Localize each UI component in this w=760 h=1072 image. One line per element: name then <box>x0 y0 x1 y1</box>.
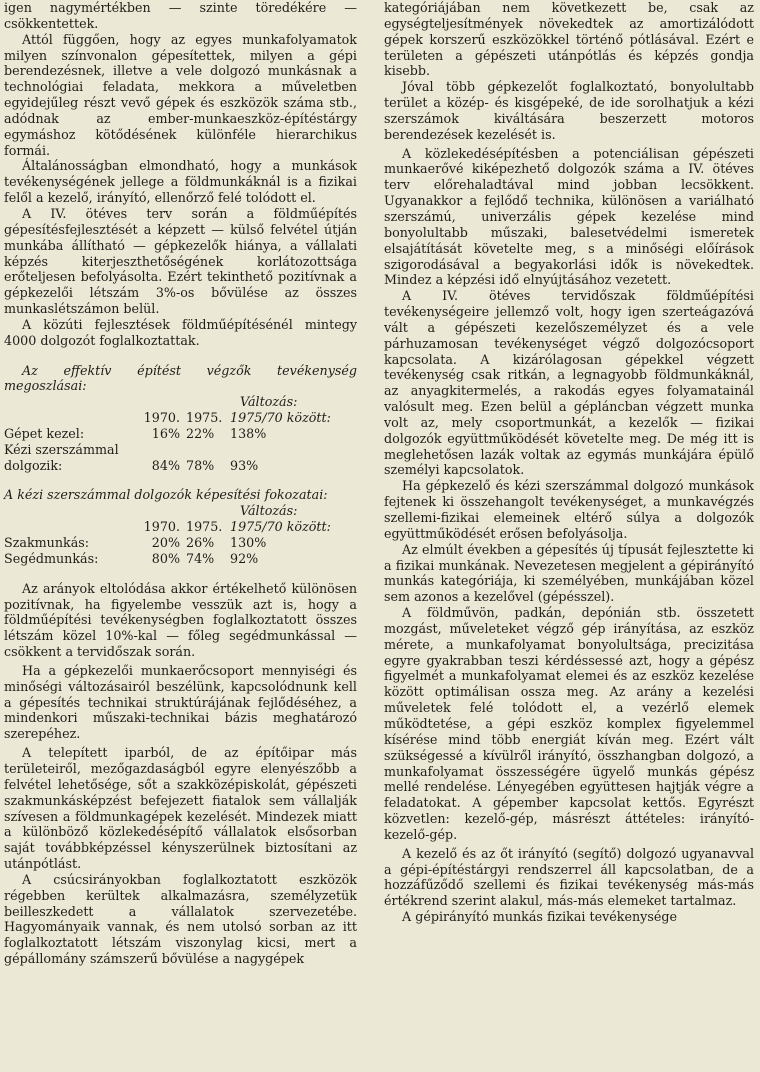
cell-value: 16% <box>151 425 180 441</box>
table-header-row <box>4 410 357 426</box>
table-header-change: Változás: <box>240 394 298 410</box>
stats-table-qualification <box>4 519 357 567</box>
cell-value: 26% <box>186 535 215 550</box>
paragraph: Jóval több gépkezelőt foglalkoztató, bonyolultabb terület a közép- és kisgépeké, de ide sorolhatjuk a kézi szerszámok kiváltására beszerzett motoros berendezések kezelését is. <box>384 79 754 142</box>
paragraph: A IV. ötéves tervidőszak földműépítési tevékenységeire jellemző volt, hogy igen szerteágazóvá vált a gépészeti kezelőszemélyzet és a vele párhuzamosan tevékenységet végző dolgozócsoport kapcsolata. A kizárólagosan gépekkel végzett tevékenység csak ritkán, a legnagyobb földmunkáknál, az anyagkitermelés, a rakodás egyes folyamatainál valósult meg. Ezen belül a gépláncban végzett munka volt az, mely csoportmunkát, a kezelők — fizikai dolgozók együttműködését követelte meg. De még itt is meglehetősen lazák voltak az egymás munkájára épülő személyi kapcsolatok. <box>384 288 754 478</box>
cell-value: 80% <box>151 550 180 566</box>
table-row <box>4 442 357 474</box>
paragraph: Az elmúlt években a gépesítés új típusát fejlesztette ki a fizikai munkának. Nevezetesen megjelent a gépirányító munkás kategóriája, ki személyében, munkájában közel sem azonos a kezelővel (gépésszel). <box>384 541 754 605</box>
cell-value: 20% <box>151 535 180 550</box>
stats-table-activity <box>4 410 357 473</box>
table-caption: Az effektív építést végzők tevékenység megoszlásai: <box>4 362 357 394</box>
col-header-1975: 1975. <box>186 410 223 426</box>
cell-value: 138% <box>230 425 267 441</box>
cell-value: 92% <box>230 550 259 566</box>
paragraph: Általánosságban elmondható, hogy a munkások tevékenységének jellege a földmunkáknál is a fizikai felől a kezelő, irányító, ellenőrző felé tolódott el. <box>4 158 357 206</box>
cell-value: 22% <box>186 425 215 441</box>
paragraph: A közúti fejlesztések földműépítésénél mintegy 4000 dolgozót foglalkoztattak. <box>4 316 357 348</box>
table-row <box>4 551 357 567</box>
paragraph: Ha a gépkezelői munkaerőcsoport mennyiségi és minőségi változásairól beszélünk, kapcsolódnunk kell a gépesítés technikai struktúrájának fejlődéséhez, a mindenkori műszaki-technikai bázis meghatározó szerepéhez. <box>4 662 357 742</box>
paragraph: igen nagymértékben — szinte töredékére — csökkentettek. <box>4 0 357 31</box>
paragraph: Attól függően, hogy az egyes munkafolyamatok milyen színvonalon gépesítettek, milyen a gépi berendezésnek, illetve a vele dolgozó munkásnak a technológiai feladata, mekkora a műveletben egyidejűleg részt vevő gépek és eszközök száma stb., adódnak az ember-munkaeszköz-építéstárgy egymáshoz kötődésének különféle hierarchikus formái. <box>4 31 357 158</box>
table-header-change: Változás: <box>240 503 298 519</box>
col-header-1975: 1975. <box>186 519 223 535</box>
paragraph: A IV. ötéves terv során a földműépítés gépesítésfejlesztését a képzett — külső felvétel útján munkába állítható — gépkezelők hiánya, a vállalati képzés kiterjeszthetőségének korlátozottsága erőteljesen befolyásolta. Ezért tekinthető pozitívnak a gépkezelői létszám 3%-os bővülése az összes munkaslétszámon belül. <box>4 205 357 317</box>
cell-value: 130% <box>230 535 267 550</box>
table-header-row <box>4 519 357 535</box>
paragraph: A kezelő és az őt irányító (segítő) dolgozó ugyanavval a gépi-építéstárgyi rendszerrel áll kapcsolatban, de a hozzáfűződő szellemi és fizikai tevékenység más-más értékrend szerint alakul, más-más elemeket tartalmaz. <box>384 845 754 909</box>
table-caption: A kézi szerszámmal dolgozók képesítési fokozatai: <box>4 487 328 503</box>
paragraph: A közlekedésépítésben a potenciálisan gépészeti munkaerővé kiképezhető dolgozók száma a IV. ötéves terv előrehaladtával mind jobban lecsökkent. Ugyanakkor a fejlődő technika, különösen a variálható szerszámú, univerzális gépek kezelése mind bonyolultabb műszaki, balesetvédelmi ismeretek elsajátítását követelte meg, s a minőségi előírások szigorodásával a begyakorlási idők is növekedtek. Mindez a képzési idő elnyújtásához vezetett. <box>384 145 754 288</box>
paragraph: A földművön, padkán, depónián stb. összetett mozgást, műveleteket végző gép irányítása, az eszköz mérete, a munkafolyamat bonyolultsága, precizitása egyre gyakrabban teszi kérdéssessé azt, hogy a gépész figyelmét a munkafolyamat elemei és az eszköz kezelése között optimálisan ossza meg. Az arány a kezelési műveletek felé tolódott el, a vezérlő elemek működtetése, a gépi eszköz komplex figyelemmel kísérése mind több energiát kíván meg. Ezért vált szükségessé a kívülről irányító, összhangban dolgozó, a munkafolyamat összességére ügyelő munkás gépész mellé rendelése. Lényegében együttesen hajtják végre a feladatokat. A gépember kapcsolat kettős. Egyrészt közvetlen: kezelő-gép, másrészt áttételes: irányító-kezelő-gép. <box>384 605 754 842</box>
paragraph: Ha gépkezelő és kézi szerszámmal dolgozó munkások fejtenek ki összehangolt tevékenységet, a munkavégzés szellemi-fizikai elemeinek eltérő súlya a dolgozók együttműködését erősen befolyásolja. <box>384 478 754 541</box>
row-label: Gépet kezel: <box>4 425 85 441</box>
row-label: Segédmunkás: <box>4 550 99 566</box>
paragraph: A telepített iparból, de az építőipar más területeiről, mezőgazdaságból egyre elenyészőbb a felvétel lehetősége, sőt a szakközépiskolát, gépészeti szakmunkásképzést befejezett fiatalok sem vállalják szívesen a földmunkagépek kezelését. Mindezek miatt a különböző közlekedésépítő vállalatok elsősorban saját továbbképzéssel kényszerülnek biztosítani az utánpótlást. <box>4 745 357 872</box>
cell-value: 93% <box>230 457 259 473</box>
paragraph: A csúcsirányokban foglalkoztatott eszközök régebben kerültek alkalmazásra, személyzetük beilleszkedett a vállalatok szervezetébe. Hagyományaik vannak, és nem utolsó sorban az itt foglalkoztatott létszám viszonylag kicsi, mert a gépállomány számszerű bővülése a nagygépek <box>4 871 357 967</box>
paragraph: Az arányok eltolódása akkor értékelhető különösen pozitívnak, ha figyelembe vesszük azt is, hogy a földműépítési tevékenységben foglalkoztatott összes létszám közel 10%-kal — főleg segédmunkással — csökkent a tervidőszak során. <box>4 580 357 660</box>
cell-value: 84% <box>151 457 180 473</box>
cell-value: 78% <box>186 457 215 473</box>
col-header-1970: 1970. <box>143 519 180 535</box>
table-row <box>4 535 357 551</box>
right-column <box>384 0 754 925</box>
col-header-change: 1975/70 között: <box>230 519 331 535</box>
paragraph: kategóriájában nem következett be, csak az egységteljesítmények növekedtek az amortizálódott gépek korszerű eszközökkel történő pótlásával. Ezért e területen a gépészeti utánpótlás és képzés gondja kisebb. <box>384 0 754 79</box>
row-label: Kézi szerszámmal dolgozik: <box>4 441 119 473</box>
col-header-1970: 1970. <box>143 410 180 426</box>
table-row <box>4 426 357 442</box>
cell-value: 74% <box>186 550 215 566</box>
paragraph: A gépirányító munkás fizikai tevékenysége <box>402 909 677 925</box>
col-header-change: 1975/70 között: <box>230 410 331 426</box>
row-label: Szakmunkás: <box>4 535 90 550</box>
left-column <box>4 0 357 967</box>
